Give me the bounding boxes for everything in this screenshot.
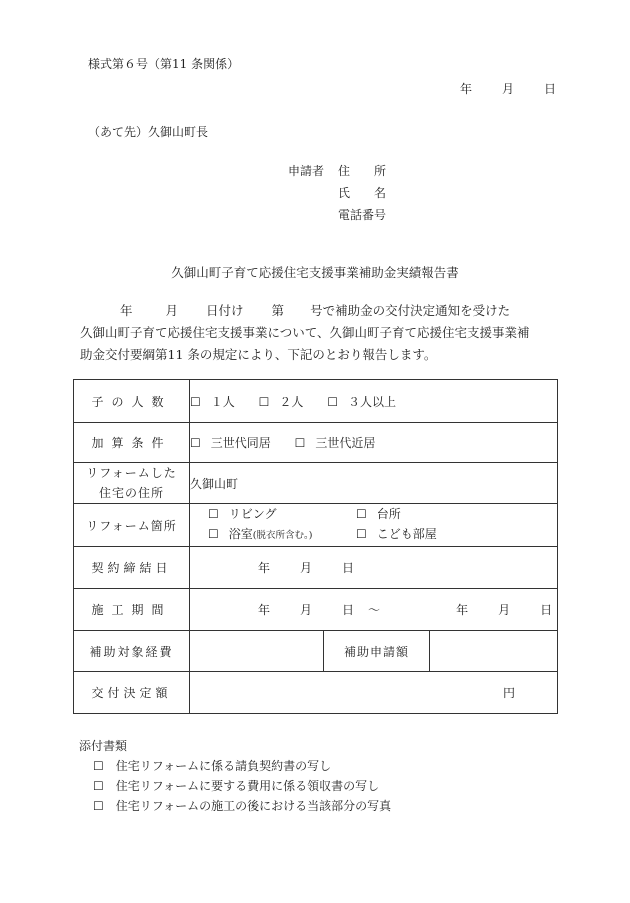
- attachment-receipt-label: 住宅リフォームに要する費用に係る領収書の写し: [115, 779, 380, 793]
- location-label: リフォーム箇所: [74, 504, 190, 547]
- period-end-day-unit: 日: [540, 603, 553, 617]
- checkbox-living[interactable]: ☐: [208, 507, 219, 521]
- period-field[interactable]: [190, 589, 558, 631]
- address-label-line1: リフォームした: [86, 466, 177, 480]
- report-table: [73, 379, 558, 714]
- request-label: 補助申請額: [324, 631, 430, 672]
- attachment-contract-label: 住宅リフォームに係る請負契約書の写し: [115, 759, 332, 773]
- grant-row: [74, 672, 558, 714]
- request-value[interactable]: [430, 631, 558, 672]
- contract-year-unit: 年: [258, 561, 271, 575]
- children-label: 子の人数: [74, 380, 190, 423]
- date-year-label: 年: [460, 82, 473, 96]
- grant-label: 交付決定額: [74, 672, 190, 714]
- date-month-label: 月: [502, 82, 515, 96]
- option-bath-note: (脱衣所含む。): [252, 530, 313, 541]
- applicant-block: [288, 160, 386, 226]
- period-separator: ～: [368, 603, 381, 617]
- body-dated: 日付け: [206, 303, 244, 318]
- option-living: リビング: [228, 507, 277, 521]
- addressee: （あて先）久御山町長: [88, 125, 209, 139]
- checkbox-3-plus-children[interactable]: ☐: [327, 394, 338, 409]
- report-body: [80, 300, 560, 366]
- date-day-label: 日: [544, 82, 557, 96]
- period-label: 施工期間: [74, 589, 190, 631]
- attachments-title: 添付書類: [79, 739, 128, 753]
- option-three-gen-nearby: 三世代近居: [315, 436, 376, 450]
- bonus-row: [74, 423, 558, 463]
- checkbox-three-gen-cohabiting[interactable]: ☐: [190, 436, 201, 450]
- option-1-child: １人: [210, 394, 235, 409]
- period-start-day-unit: 日: [342, 603, 355, 617]
- attachment-item: [93, 776, 391, 796]
- period-row: [74, 589, 558, 631]
- address-row: [74, 463, 558, 504]
- option-3-plus-children: ３人以上: [347, 394, 396, 409]
- checkbox-2-children[interactable]: ☐: [258, 394, 270, 409]
- option-three-gen-cohabiting: 三世代同居: [210, 436, 271, 450]
- option-bath: 浴室: [228, 527, 253, 541]
- bonus-label: 加算条件: [74, 423, 190, 463]
- checkbox-attachment-photo[interactable]: ☐: [93, 799, 104, 813]
- grant-value-field[interactable]: [190, 672, 558, 714]
- applicant-phone-label: 電話番号: [338, 208, 387, 222]
- address-label-line2: 住宅の住所: [98, 486, 164, 500]
- checkbox-three-gen-nearby[interactable]: ☐: [294, 436, 306, 450]
- period-start-month-unit: 月: [300, 603, 313, 617]
- submission-date: [460, 80, 556, 97]
- option-kitchen: 台所: [376, 507, 401, 521]
- attachments-list: [93, 756, 391, 816]
- option-2-children: ２人: [279, 394, 304, 409]
- applicant-name-label: 氏 名: [338, 186, 387, 200]
- body-year: 年: [120, 303, 133, 318]
- checkbox-kitchen[interactable]: ☐: [356, 507, 367, 521]
- body-line3: 助金交付要綱第11 条の規定により、下記のとおり報告します。: [80, 347, 437, 362]
- checkbox-bath[interactable]: ☐: [208, 527, 219, 541]
- document-title: 久御山町子育て応援住宅支援事業補助金実績報告書: [171, 265, 459, 280]
- contract-row: [74, 547, 558, 589]
- checkbox-kids-room[interactable]: ☐: [356, 527, 367, 541]
- grant-unit: 円: [503, 686, 516, 700]
- children-row: [74, 380, 558, 423]
- checkbox-1-child[interactable]: ☐: [190, 394, 201, 409]
- contract-month-unit: 月: [300, 561, 313, 575]
- option-kids-room: こども部屋: [376, 527, 437, 541]
- body-line2: 久御山町子育て応援住宅支援事業について、久御山町子育て応援住宅支援事業補: [80, 325, 530, 340]
- location-row: [74, 504, 558, 547]
- body-dai: 第: [271, 303, 285, 318]
- contract-label: 契約締結日: [74, 547, 190, 589]
- body-line1-tail: 号で補助金の交付決定通知を受けた: [310, 303, 511, 318]
- attachment-item: [93, 796, 391, 816]
- contract-day-unit: 日: [342, 561, 355, 575]
- body-month: 月: [165, 303, 179, 318]
- period-start-year-unit: 年: [258, 603, 271, 617]
- expense-value[interactable]: [190, 631, 324, 672]
- period-end-month-unit: 月: [498, 603, 511, 617]
- form-number: 様式第６号（第11 条関係）: [88, 57, 240, 71]
- period-end-year-unit: 年: [456, 603, 469, 617]
- expense-row: [74, 631, 558, 672]
- address-value[interactable]: 久御山町: [190, 463, 558, 504]
- checkbox-attachment-contract[interactable]: ☐: [93, 759, 104, 773]
- applicant-role: 申請者: [288, 164, 325, 178]
- attachment-item: [93, 756, 391, 776]
- attachment-photo-label: 住宅リフォームの施工の後における当該部分の写真: [115, 799, 392, 813]
- applicant-address-label: 住 所: [338, 164, 387, 178]
- checkbox-attachment-receipt[interactable]: ☐: [93, 779, 104, 793]
- contract-date-field[interactable]: [190, 547, 558, 589]
- expense-label: 補助対象経費: [74, 631, 190, 672]
